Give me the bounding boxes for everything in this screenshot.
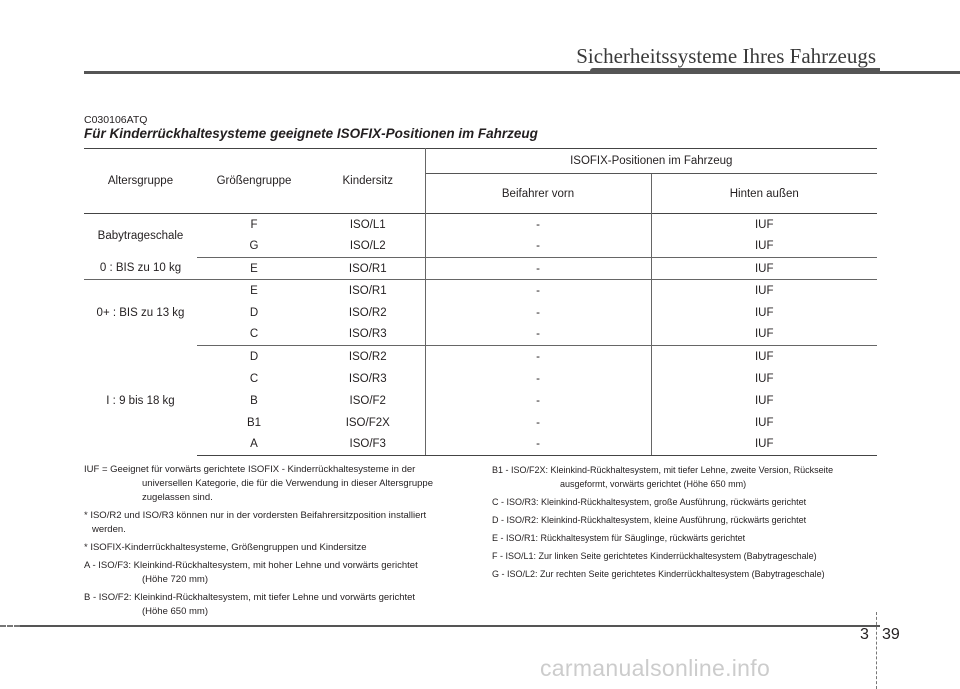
age-group-cell: Babytrageschale bbox=[97, 229, 184, 242]
table-row bbox=[84, 390, 877, 412]
child-seat-cell: ISO/L1 bbox=[349, 218, 386, 231]
size-group-cell: B bbox=[250, 394, 258, 407]
table-row bbox=[84, 258, 877, 280]
footer-rule bbox=[20, 625, 880, 627]
document-code: C030106ATQ bbox=[84, 114, 148, 126]
table-row bbox=[84, 302, 877, 324]
note-text: D - ISO/R2: Kleinkind-Rückhaltesystem, kleine Ausführung, rückwärts gerichtet bbox=[492, 515, 807, 525]
size-group-cell: C bbox=[249, 372, 259, 385]
note-continuation: (Höhe 650 mm) bbox=[142, 606, 208, 617]
chapter-number: 3 bbox=[860, 626, 869, 643]
note-text: A - ISO/F3: Kleinkind-Rückhaltesystem, mit hoher Lehne und vorwärts gerichtet bbox=[84, 560, 418, 571]
table-row bbox=[84, 236, 877, 258]
header-size-group: Größengruppe bbox=[216, 175, 292, 187]
rear-outer-cell: IUF bbox=[651, 412, 877, 434]
front-passenger-cell: - bbox=[425, 302, 651, 324]
note-item bbox=[84, 559, 470, 587]
note-item bbox=[84, 463, 470, 505]
notes-right bbox=[492, 463, 880, 585]
child-seat-cell: ISO/R1 bbox=[311, 258, 425, 280]
child-seat-cell: ISO/R3 bbox=[311, 324, 425, 346]
note-item bbox=[84, 541, 470, 555]
note-item bbox=[84, 509, 470, 537]
page-subtitle: Für Kinderrückhaltesysteme geeignete ISOFIX-Positionen im Fahrzeug bbox=[84, 126, 538, 141]
note-text: C - ISO/R3: Kleinkind-Rückhaltesystem, große Ausführung, rückwärts gerichtet bbox=[492, 497, 807, 507]
table-row bbox=[84, 324, 877, 346]
table-row bbox=[84, 368, 877, 390]
note-item bbox=[492, 549, 880, 563]
note-text: G - ISO/L2: Zur rechten Seite gerichtetes Kinderrückhaltesystem (Babytrageschale) bbox=[492, 569, 825, 579]
note-text: F - ISO/L1: Zur linken Seite gerichtetes Kinderrückhaltesystem (Babytrageschale) bbox=[492, 551, 817, 561]
header-child-seat: Kindersitz bbox=[342, 175, 393, 187]
note-continuation: werden. bbox=[92, 524, 126, 535]
table-body bbox=[84, 214, 877, 456]
table-row bbox=[84, 280, 877, 302]
note-item bbox=[84, 591, 470, 619]
front-passenger-cell: - bbox=[425, 280, 651, 302]
note-item bbox=[492, 495, 880, 509]
front-passenger-cell: - bbox=[425, 390, 651, 412]
header-rear-outer: Hinten außen bbox=[651, 174, 877, 214]
size-group-cell: D bbox=[249, 350, 259, 363]
child-seat-cell: ISO/F2X bbox=[345, 416, 390, 429]
front-passenger-cell: - bbox=[425, 236, 651, 258]
note-text: IUF = Geeignet für vorwärts gerichtete ISOFIX - Kinderrückhaltesysteme in der bbox=[84, 464, 416, 475]
note-text: * ISO/R2 und ISO/R3 können nur in der vordersten Beifahrersitzposition installiert bbox=[84, 510, 427, 521]
child-seat-cell: ISO/R2 bbox=[348, 306, 387, 319]
table-row bbox=[84, 214, 877, 236]
front-passenger-cell: - bbox=[425, 324, 651, 346]
note-text: * ISOFIX-Kinderrückhaltesysteme, Größengruppen und Kindersitze bbox=[84, 542, 367, 553]
age-group-cell: 0 : BIS zu 10 kg bbox=[84, 258, 197, 280]
rear-outer-cell: IUF bbox=[651, 302, 877, 324]
note-continuation: universellen Kategorie, die für die Verwendung in dieser Altersgruppe zugelassen sind. bbox=[142, 478, 433, 503]
header-isofix-positions: ISOFIX-Positionen im Fahrzeug bbox=[425, 149, 877, 174]
header-front-passenger: Beifahrer vorn bbox=[425, 174, 651, 214]
front-passenger-cell: - bbox=[425, 412, 651, 434]
page-separator bbox=[876, 612, 877, 689]
table-row bbox=[84, 346, 877, 368]
rear-outer-cell: IUF bbox=[651, 346, 877, 368]
table-row bbox=[84, 434, 877, 456]
header-rule-accent bbox=[590, 68, 880, 74]
size-group-cell: B1 bbox=[246, 416, 262, 429]
child-seat-cell: ISO/R3 bbox=[348, 372, 387, 385]
rear-outer-cell: IUF bbox=[651, 280, 877, 302]
size-group-cell: E bbox=[197, 258, 311, 280]
note-text: B1 - ISO/F2X: Kleinkind-Rückhaltesystem, mit tiefer Lehne, zweite Version, Rückseite bbox=[492, 465, 834, 475]
rear-outer-cell: IUF bbox=[651, 368, 877, 390]
watermark: carmanualsonline.info bbox=[540, 655, 771, 681]
child-seat-cell: ISO/R1 bbox=[348, 284, 387, 297]
note-item bbox=[492, 463, 880, 491]
size-group-cell: C bbox=[197, 324, 311, 346]
note-continuation: (Höhe 720 mm) bbox=[142, 574, 208, 585]
rear-outer-cell: IUF bbox=[651, 214, 877, 236]
front-passenger-cell: - bbox=[425, 368, 651, 390]
child-seat-cell: ISO/F3 bbox=[311, 434, 425, 456]
rear-outer-cell: IUF bbox=[651, 434, 877, 456]
isofix-table bbox=[84, 148, 877, 456]
size-group-cell: A bbox=[197, 434, 311, 456]
front-passenger-cell: - bbox=[425, 434, 651, 456]
note-text: B - ISO/F2: Kleinkind-Rückhaltesystem, mit tiefer Lehne und vorwärts gerichtet bbox=[84, 592, 416, 603]
note-continuation: ausgeformt, vorwärts gerichtet (Höhe 650 mm) bbox=[560, 479, 747, 489]
rear-outer-cell: IUF bbox=[651, 258, 877, 280]
front-passenger-cell: - bbox=[425, 214, 651, 236]
child-seat-cell: ISO/R2 bbox=[348, 350, 387, 363]
note-item bbox=[492, 567, 880, 581]
front-passenger-cell: - bbox=[425, 346, 651, 368]
size-group-cell: G bbox=[197, 236, 311, 258]
note-item bbox=[492, 531, 880, 545]
header-age-group: Altersgruppe bbox=[107, 175, 174, 187]
note-item bbox=[492, 513, 880, 527]
notes-left bbox=[84, 463, 470, 623]
section-title: Sicherheitssysteme Ihres Fahrzeugs bbox=[576, 44, 876, 68]
child-seat-cell: ISO/F2 bbox=[349, 394, 386, 407]
note-text: E - ISO/R1: Rückhaltesystem für Säuglinge, rückwärts gerichtet bbox=[492, 533, 746, 543]
page-number: 39 bbox=[882, 626, 900, 643]
front-passenger-cell: - bbox=[425, 258, 651, 280]
age-group-cell: I : 9 bis 18 kg bbox=[106, 394, 175, 407]
rear-outer-cell: IUF bbox=[651, 324, 877, 346]
table-row bbox=[84, 412, 877, 434]
rear-outer-cell: IUF bbox=[651, 390, 877, 412]
rear-outer-cell: IUF bbox=[651, 236, 877, 258]
size-group-cell: E bbox=[250, 284, 258, 297]
child-seat-cell: ISO/L2 bbox=[311, 236, 425, 258]
footer-dash bbox=[0, 625, 20, 627]
age-group-cell: 0+ : BIS zu 13 kg bbox=[96, 306, 185, 319]
size-group-cell: D bbox=[249, 306, 259, 319]
size-group-cell: F bbox=[250, 218, 258, 231]
